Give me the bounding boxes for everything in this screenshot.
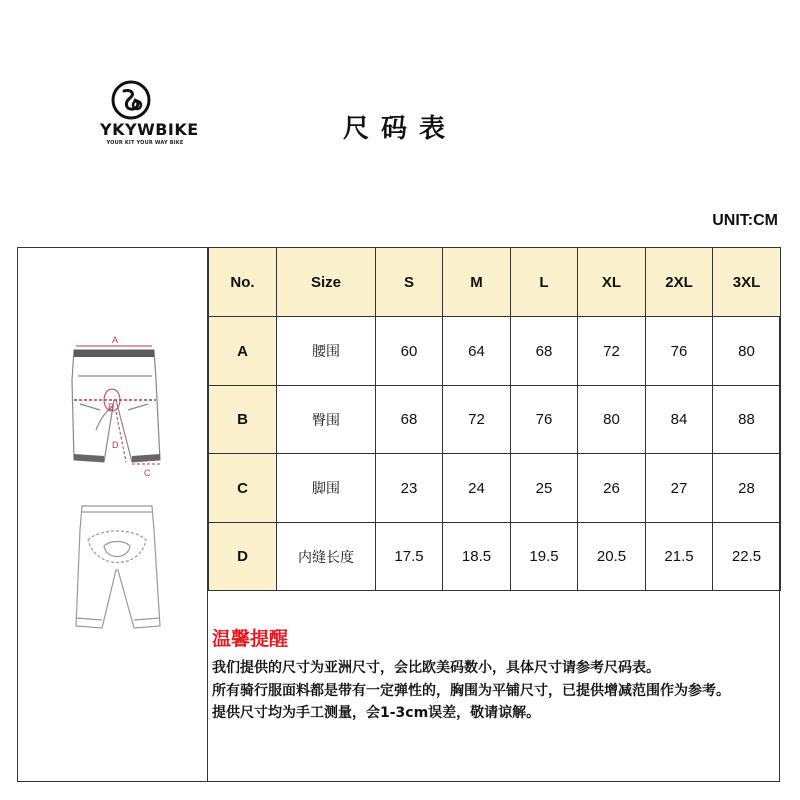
- brand-logo: [100, 76, 199, 156]
- table-row: [209, 317, 781, 386]
- header-s: S: [376, 248, 443, 317]
- header-size: Size: [277, 248, 376, 317]
- header-m: M: [443, 248, 511, 317]
- notes-section: [212, 624, 772, 725]
- measure-c: [132, 464, 160, 478]
- cell-value: 84: [646, 386, 713, 454]
- label-d: D: [112, 440, 119, 450]
- cell-value: 18.5: [443, 523, 511, 591]
- cell-value: 20.5: [578, 523, 646, 591]
- cell-value: 17.5: [376, 523, 443, 591]
- label-c: C: [144, 468, 151, 478]
- row-no: D: [209, 523, 277, 591]
- cell-value: 88: [713, 386, 781, 454]
- cell-value: 26: [578, 454, 646, 523]
- measure-d: [112, 412, 126, 462]
- cell-value: 68: [511, 317, 578, 386]
- brand-tagline: YOUR KIT YOUR WAY BIKE: [106, 140, 184, 146]
- size-table: [208, 247, 781, 591]
- row-name: 臀围: [277, 386, 376, 454]
- cell-value: 27: [646, 454, 713, 523]
- header-no: No.: [209, 248, 277, 317]
- header-xl: XL: [578, 248, 646, 317]
- cell-value: 80: [578, 386, 646, 454]
- cell-value: 76: [646, 317, 713, 386]
- row-no: C: [209, 454, 277, 523]
- table-row: [209, 454, 781, 523]
- measure-b: [74, 389, 156, 412]
- header-l: L: [511, 248, 578, 317]
- cell-value: 72: [443, 386, 511, 454]
- bike-logo-icon: [110, 79, 152, 121]
- shorts-back-view: [76, 506, 160, 628]
- cell-value: 24: [443, 454, 511, 523]
- cell-value: 19.5: [511, 523, 578, 591]
- cell-value: 68: [376, 386, 443, 454]
- header-3xl: 3XL: [713, 248, 781, 317]
- cell-value: 28: [713, 454, 781, 523]
- cell-value: 64: [443, 317, 511, 386]
- cell-value: 72: [578, 317, 646, 386]
- shorts-diagram: [60, 330, 180, 640]
- row-no: B: [209, 386, 277, 454]
- notes-title: 温馨提醒: [212, 628, 289, 650]
- cell-value: 25: [511, 454, 578, 523]
- label-a: A: [112, 335, 119, 345]
- cell-value: 23: [376, 454, 443, 523]
- page-title: 尺码表: [342, 114, 457, 144]
- waistband-shape: [74, 350, 154, 357]
- cell-value: 80: [713, 317, 781, 386]
- notes-line: 提供尺寸均为手工测量，会1-3cm误差，敬请谅解。: [212, 705, 541, 721]
- header-2xl: 2XL: [646, 248, 713, 317]
- cell-value: 76: [511, 386, 578, 454]
- cell-value: 60: [376, 317, 443, 386]
- measure-a: [76, 335, 152, 346]
- table-header-row: [209, 248, 781, 317]
- cell-value: 21.5: [646, 523, 713, 591]
- table-row: [209, 523, 781, 591]
- notes-line: 所有骑行服面料都是带有一定弹性的，胸围为平铺尺寸，已提供增减范围作为参考。: [212, 682, 730, 699]
- row-name: 腰围: [277, 317, 376, 386]
- unit-label: UNIT:CM: [712, 212, 778, 229]
- notes-line: 我们提供的尺寸为亚洲尺寸，会比欧美码数小，具体尺寸请参考尺码表。: [212, 660, 660, 676]
- brand-name: YKYWBIKE: [100, 120, 199, 139]
- table-row: [209, 386, 781, 454]
- row-name: 脚围: [277, 454, 376, 523]
- row-no: A: [209, 317, 277, 386]
- row-name: 内缝长度: [277, 523, 376, 591]
- cell-value: 22.5: [713, 523, 781, 591]
- label-b: B: [108, 402, 115, 412]
